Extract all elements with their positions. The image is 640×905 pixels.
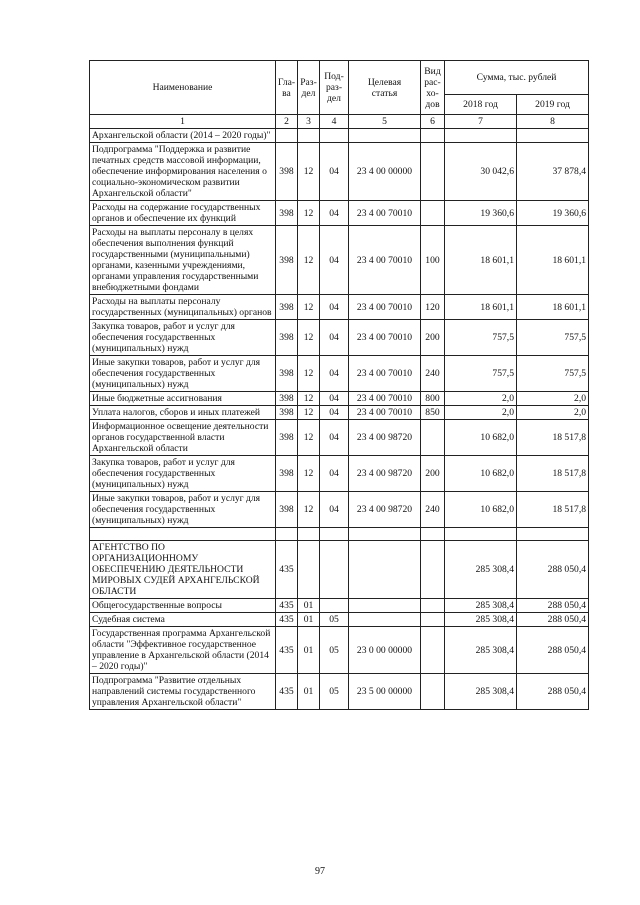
row-glava: 398 [276,392,298,406]
row-name: Подпрограмма "Развитие отдельных направлений системы государственного управления Архангельской области" [90,674,276,710]
row-razdel: 12 [298,320,320,356]
row-podrazdel: 04 [320,226,349,295]
row-sum-2018: 10 682,0 [445,420,517,456]
table-row [90,143,589,201]
row-cel-statya: 23 4 00 98720 [349,492,421,528]
header-podrazdel: Под- раз- дел [320,61,349,115]
column-number: 1 [90,115,276,129]
page-number: 97 [315,866,325,877]
row-vid-rashodov: 100 [421,226,445,295]
row-razdel: 01 [298,613,320,627]
row-vid-rashodov [421,674,445,710]
row-vid-rashodov: 200 [421,456,445,492]
row-cel-statya: 23 4 00 98720 [349,420,421,456]
row-name: Судебная система [90,613,276,627]
row-podrazdel [320,599,349,613]
header-summa: Сумма, тыс. рублей [445,61,589,95]
row-sum-2018: 285 308,4 [445,599,517,613]
row-podrazdel: 05 [320,674,349,710]
row-name: Информационное освещение деятельности органов государственной власти Архангельской области [90,420,276,456]
table-body-after [90,599,589,710]
row-name: Подпрограмма "Поддержка и развитие печатных средств массовой информации, обеспечение информирования населения о социально-экономическом развитии Архангельской области" [90,143,276,201]
row-name: Расходы на выплаты персоналу в целях обеспечения выполнения функций государственными (муниципальными) органами, казенными учреждениями, органами управления государственными внебюджетными фондами [90,226,276,295]
header-vid-rashodov: Вид рас- хо- дов [421,61,445,115]
column-number: 6 [421,115,445,129]
row-sum-2019: 757,5 [517,320,589,356]
row-name: Иные закупки товаров, работ и услуг для обеспечения государственных (муниципальных) нужд [90,492,276,528]
row-vid-rashodov [421,420,445,456]
row-sum-2019: 288 050,4 [517,674,589,710]
row-glava: 398 [276,295,298,320]
column-number: 2 [276,115,298,129]
row-vid-rashodov [421,627,445,674]
row-podrazdel: 04 [320,295,349,320]
row-cel-statya [349,129,421,143]
row-razdel: 01 [298,627,320,674]
row-sum-2019: 18 601,1 [517,226,589,295]
row-podrazdel: 04 [320,143,349,201]
row-sum-2018: 2,0 [445,406,517,420]
row-cel-statya: 23 4 00 70010 [349,295,421,320]
table-row [90,406,589,420]
header-year-2019: 2019 год [517,95,589,115]
row-podrazdel [320,129,349,143]
row-razdel: 12 [298,406,320,420]
agency-sum-2018: 285 308,4 [445,541,517,599]
row-cel-statya: 23 5 00 00000 [349,674,421,710]
agency-name: АГЕНТСТВО ПО ОРГАНИЗАЦИОННОМУ ОБЕСПЕЧЕНИЮ ДЕЯТЕЛЬНОСТИ МИРОВЫХ СУДЕЙ АРХАНГЕЛЬСКОЙ ОБЛАСТИ [90,541,276,599]
row-name: Архангельской области (2014 – 2020 годы)" [90,129,276,143]
table-row [90,201,589,226]
row-sum-2019: 2,0 [517,392,589,406]
table-row [90,392,589,406]
table-row [90,356,589,392]
row-cel-statya: 23 4 00 70010 [349,356,421,392]
row-glava [276,129,298,143]
row-razdel: 01 [298,674,320,710]
row-cel-statya [349,599,421,613]
table-row [90,226,589,295]
row-cel-statya: 23 4 00 70010 [349,320,421,356]
row-podrazdel: 05 [320,613,349,627]
budget-table [89,60,589,710]
row-sum-2019: 18 517,8 [517,420,589,456]
row-sum-2018: 285 308,4 [445,613,517,627]
row-glava: 398 [276,320,298,356]
column-number: 7 [445,115,517,129]
row-sum-2018: 18 601,1 [445,226,517,295]
row-razdel: 12 [298,492,320,528]
row-vid-rashodov: 240 [421,492,445,528]
row-vid-rashodov: 800 [421,392,445,406]
row-cel-statya: 23 0 00 00000 [349,627,421,674]
row-vid-rashodov: 120 [421,295,445,320]
row-glava: 435 [276,674,298,710]
table-row [90,456,589,492]
blank-row [90,528,589,541]
row-cel-statya [349,613,421,627]
row-podrazdel: 04 [320,406,349,420]
row-glava: 398 [276,492,298,528]
row-sum-2018: 19 360,6 [445,201,517,226]
row-razdel: 12 [298,295,320,320]
column-number: 4 [320,115,349,129]
row-glava: 398 [276,356,298,392]
row-podrazdel: 04 [320,492,349,528]
header-year-2018: 2018 год [445,95,517,115]
row-podrazdel: 04 [320,456,349,492]
table-row [90,420,589,456]
row-sum-2018: 18 601,1 [445,295,517,320]
row-vid-rashodov [421,143,445,201]
row-razdel: 12 [298,456,320,492]
row-sum-2018: 757,5 [445,356,517,392]
row-sum-2019: 288 050,4 [517,613,589,627]
row-vid-rashodov [421,129,445,143]
row-razdel: 12 [298,420,320,456]
row-vid-rashodov [421,599,445,613]
row-sum-2019: 288 050,4 [517,599,589,613]
row-podrazdel: 04 [320,320,349,356]
row-glava: 435 [276,613,298,627]
row-name: Закупка товаров, работ и услуг для обеспечения государственных (муниципальных) нужд [90,456,276,492]
column-number: 3 [298,115,320,129]
table-row [90,129,589,143]
row-cel-statya: 23 4 00 70010 [349,392,421,406]
row-vid-rashodov: 850 [421,406,445,420]
row-cel-statya: 23 4 00 70010 [349,201,421,226]
row-sum-2018: 2,0 [445,392,517,406]
row-sum-2019: 18 601,1 [517,295,589,320]
column-number: 5 [349,115,421,129]
agency-glava: 435 [276,541,298,599]
column-number-row [90,115,589,129]
table-row [90,320,589,356]
row-podrazdel: 04 [320,392,349,406]
row-sum-2019: 2,0 [517,406,589,420]
row-razdel: 12 [298,392,320,406]
agency-sum-2019: 288 050,4 [517,541,589,599]
row-name: Расходы на содержание государственных органов и обеспечение их функций [90,201,276,226]
row-sum-2019: 18 517,8 [517,492,589,528]
column-number: 8 [517,115,589,129]
row-razdel: 01 [298,599,320,613]
row-name: Иные закупки товаров, работ и услуг для обеспечения государственных (муниципальных) нужд [90,356,276,392]
row-vid-rashodov: 200 [421,320,445,356]
row-glava: 398 [276,406,298,420]
row-sum-2018: 285 308,4 [445,627,517,674]
table-row [90,295,589,320]
table-row [90,613,589,627]
header-cel-statya: Целевая статья [349,61,421,115]
table-row [90,492,589,528]
row-sum-2018: 10 682,0 [445,492,517,528]
row-sum-2019: 37 878,4 [517,143,589,201]
table-row [90,599,589,613]
row-name: Закупка товаров, работ и услуг для обеспечения государственных (муниципальных) нужд [90,320,276,356]
row-glava: 398 [276,201,298,226]
row-podrazdel: 04 [320,201,349,226]
row-glava: 435 [276,599,298,613]
row-razdel: 12 [298,143,320,201]
row-razdel: 12 [298,226,320,295]
row-sum-2019: 18 517,8 [517,456,589,492]
table-body [90,129,589,528]
row-vid-rashodov [421,613,445,627]
row-cel-statya: 23 4 00 00000 [349,143,421,201]
row-sum-2018: 30 042,6 [445,143,517,201]
row-sum-2018: 10 682,0 [445,456,517,492]
row-sum-2019: 19 360,6 [517,201,589,226]
row-glava: 435 [276,627,298,674]
header-row [90,61,589,95]
agency-row [90,541,589,599]
row-vid-rashodov: 240 [421,356,445,392]
row-name: Уплата налогов, сборов и иных платежей [90,406,276,420]
row-razdel: 12 [298,356,320,392]
row-cel-statya: 23 4 00 98720 [349,456,421,492]
row-sum-2019 [517,129,589,143]
row-sum-2018 [445,129,517,143]
row-sum-2018: 285 308,4 [445,674,517,710]
row-podrazdel: 04 [320,420,349,456]
header-razdel: Раз- дел [298,61,320,115]
row-razdel: 12 [298,201,320,226]
row-name: Расходы на выплаты персоналу государственных (муниципальных) органов [90,295,276,320]
row-name: Общегосударственные вопросы [90,599,276,613]
row-sum-2019: 288 050,4 [517,627,589,674]
row-name: Иные бюджетные ассигнования [90,392,276,406]
row-cel-statya: 23 4 00 70010 [349,226,421,295]
header-glava: Гла- ва [276,61,298,115]
row-sum-2019: 757,5 [517,356,589,392]
row-glava: 398 [276,420,298,456]
row-razdel [298,129,320,143]
row-vid-rashodov [421,201,445,226]
row-sum-2018: 757,5 [445,320,517,356]
row-podrazdel: 05 [320,627,349,674]
row-name: Государственная программа Архангельской области "Эффективное государственное управление в Архангельской области (2014 – 2020 годы)" [90,627,276,674]
agency-section [90,528,589,599]
row-glava: 398 [276,226,298,295]
row-glava: 398 [276,143,298,201]
header-name: Наименование [90,61,276,115]
table-row [90,674,589,710]
table-row [90,627,589,674]
row-cel-statya: 23 4 00 70010 [349,406,421,420]
row-podrazdel: 04 [320,356,349,392]
row-glava: 398 [276,456,298,492]
